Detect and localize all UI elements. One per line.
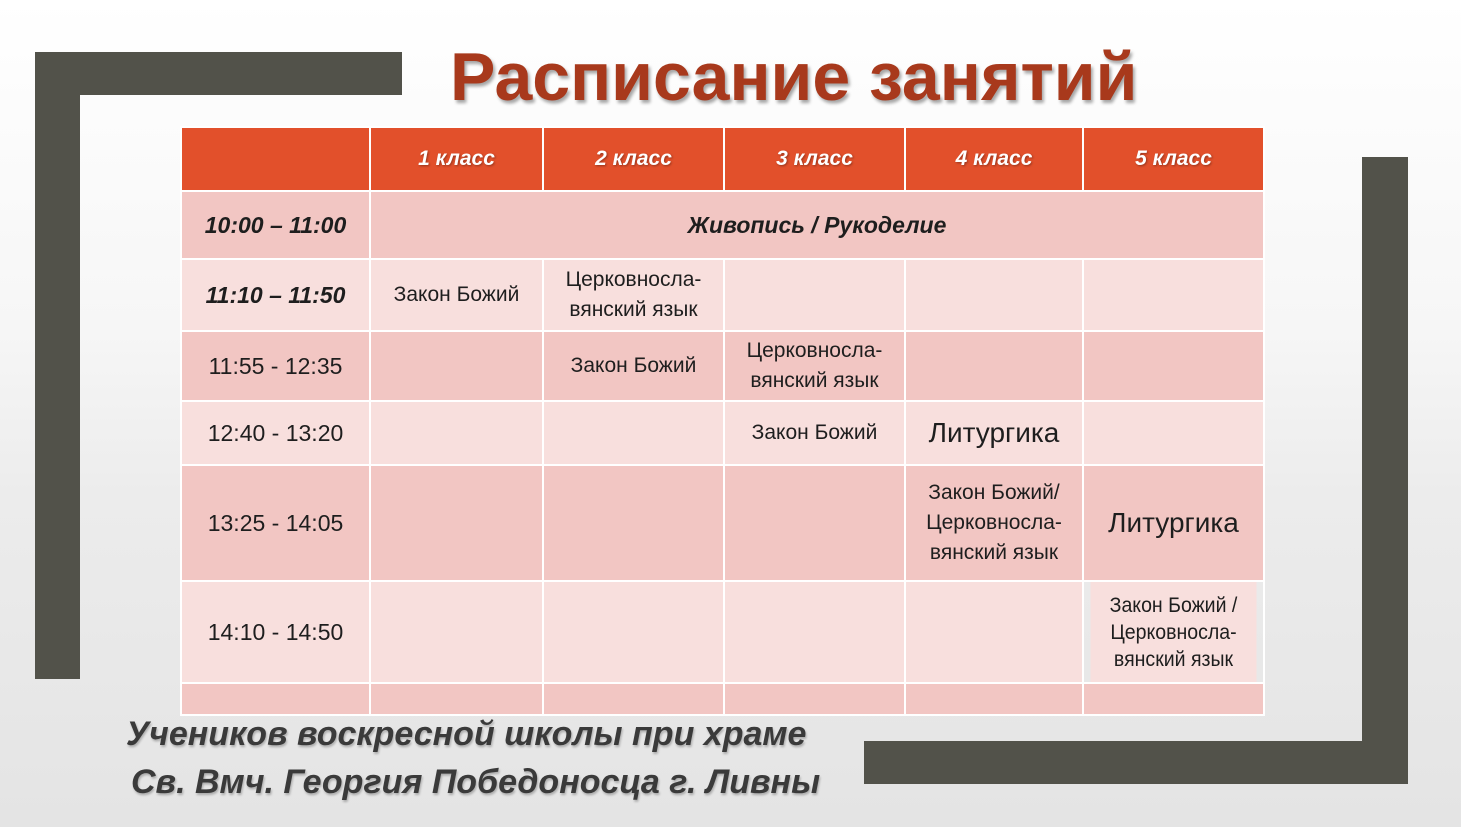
lesson-cell — [724, 465, 905, 581]
empty-cell — [181, 683, 370, 715]
empty-cell — [1083, 683, 1264, 715]
header-class-1: 1 класс — [370, 127, 543, 191]
empty-cell — [905, 683, 1083, 715]
lesson-cell — [370, 465, 543, 581]
frame-left-vertical — [35, 52, 80, 679]
lesson-cell: Закон Божий / Церковносла- вянский язык — [1089, 581, 1257, 683]
table-row — [181, 401, 1264, 465]
header-row — [181, 127, 1264, 191]
merged-lesson-cell: Живопись / Рукоделие — [370, 191, 1264, 259]
lesson-cell — [905, 259, 1083, 331]
header-corner — [181, 127, 370, 191]
lesson-cell — [370, 331, 543, 401]
lesson-cell: Литургика — [905, 401, 1083, 465]
lesson-cell: Закон Божий — [724, 401, 905, 465]
table-row — [181, 259, 1264, 331]
lesson-cell — [370, 401, 543, 465]
frame-top-horizontal — [35, 52, 402, 95]
time-cell: 11:55 - 12:35 — [181, 331, 370, 401]
table-row-empty — [181, 683, 1264, 715]
lesson-cell: Закон Божий — [370, 259, 543, 331]
footer-line-1: Учеников воскресной школы при храме — [126, 715, 807, 753]
header-class-2: 2 класс — [543, 127, 724, 191]
lesson-cell — [543, 465, 724, 581]
empty-cell — [370, 683, 543, 715]
table-row — [181, 465, 1264, 581]
lesson-cell — [1083, 401, 1264, 465]
table-row — [181, 581, 1264, 683]
frame-right-vertical — [1362, 157, 1408, 784]
time-cell: 10:00 – 11:00 — [181, 191, 370, 259]
time-cell: 12:40 - 13:20 — [181, 401, 370, 465]
lesson-cell: Закон Божий — [543, 331, 724, 401]
table-row — [181, 191, 1264, 259]
lesson-cell — [1083, 259, 1264, 331]
table-row — [181, 331, 1264, 401]
footer-line-2: Св. Вмч. Георгия Победоносца г. Ливны — [131, 763, 821, 801]
lesson-cell — [543, 581, 724, 683]
empty-cell — [724, 683, 905, 715]
page-title: Расписание занятий — [450, 39, 1138, 115]
lesson-cell — [543, 401, 724, 465]
lesson-cell — [905, 331, 1083, 401]
time-cell: 13:25 - 14:05 — [181, 465, 370, 581]
header-class-4: 4 класс — [905, 127, 1083, 191]
lesson-cell: Церковносла- вянский язык — [543, 259, 724, 331]
lesson-cell — [370, 581, 543, 683]
time-cell: 11:10 – 11:50 — [181, 259, 370, 331]
frame-bottom-horizontal — [864, 741, 1408, 784]
lesson-cell — [724, 581, 905, 683]
lesson-cell: Закон Божий/ Церковносла- вянский язык — [905, 465, 1083, 581]
empty-cell — [543, 683, 724, 715]
lesson-cell — [724, 259, 905, 331]
header-class-3: 3 класс — [724, 127, 905, 191]
lesson-cell: Литургика — [1083, 465, 1264, 581]
header-class-5: 5 класс — [1083, 127, 1264, 191]
time-cell: 14:10 - 14:50 — [181, 581, 370, 683]
schedule-table — [180, 126, 1265, 716]
lesson-cell — [1083, 331, 1264, 401]
lesson-cell — [905, 581, 1083, 683]
lesson-cell: Церковносла- вянский язык — [724, 331, 905, 401]
